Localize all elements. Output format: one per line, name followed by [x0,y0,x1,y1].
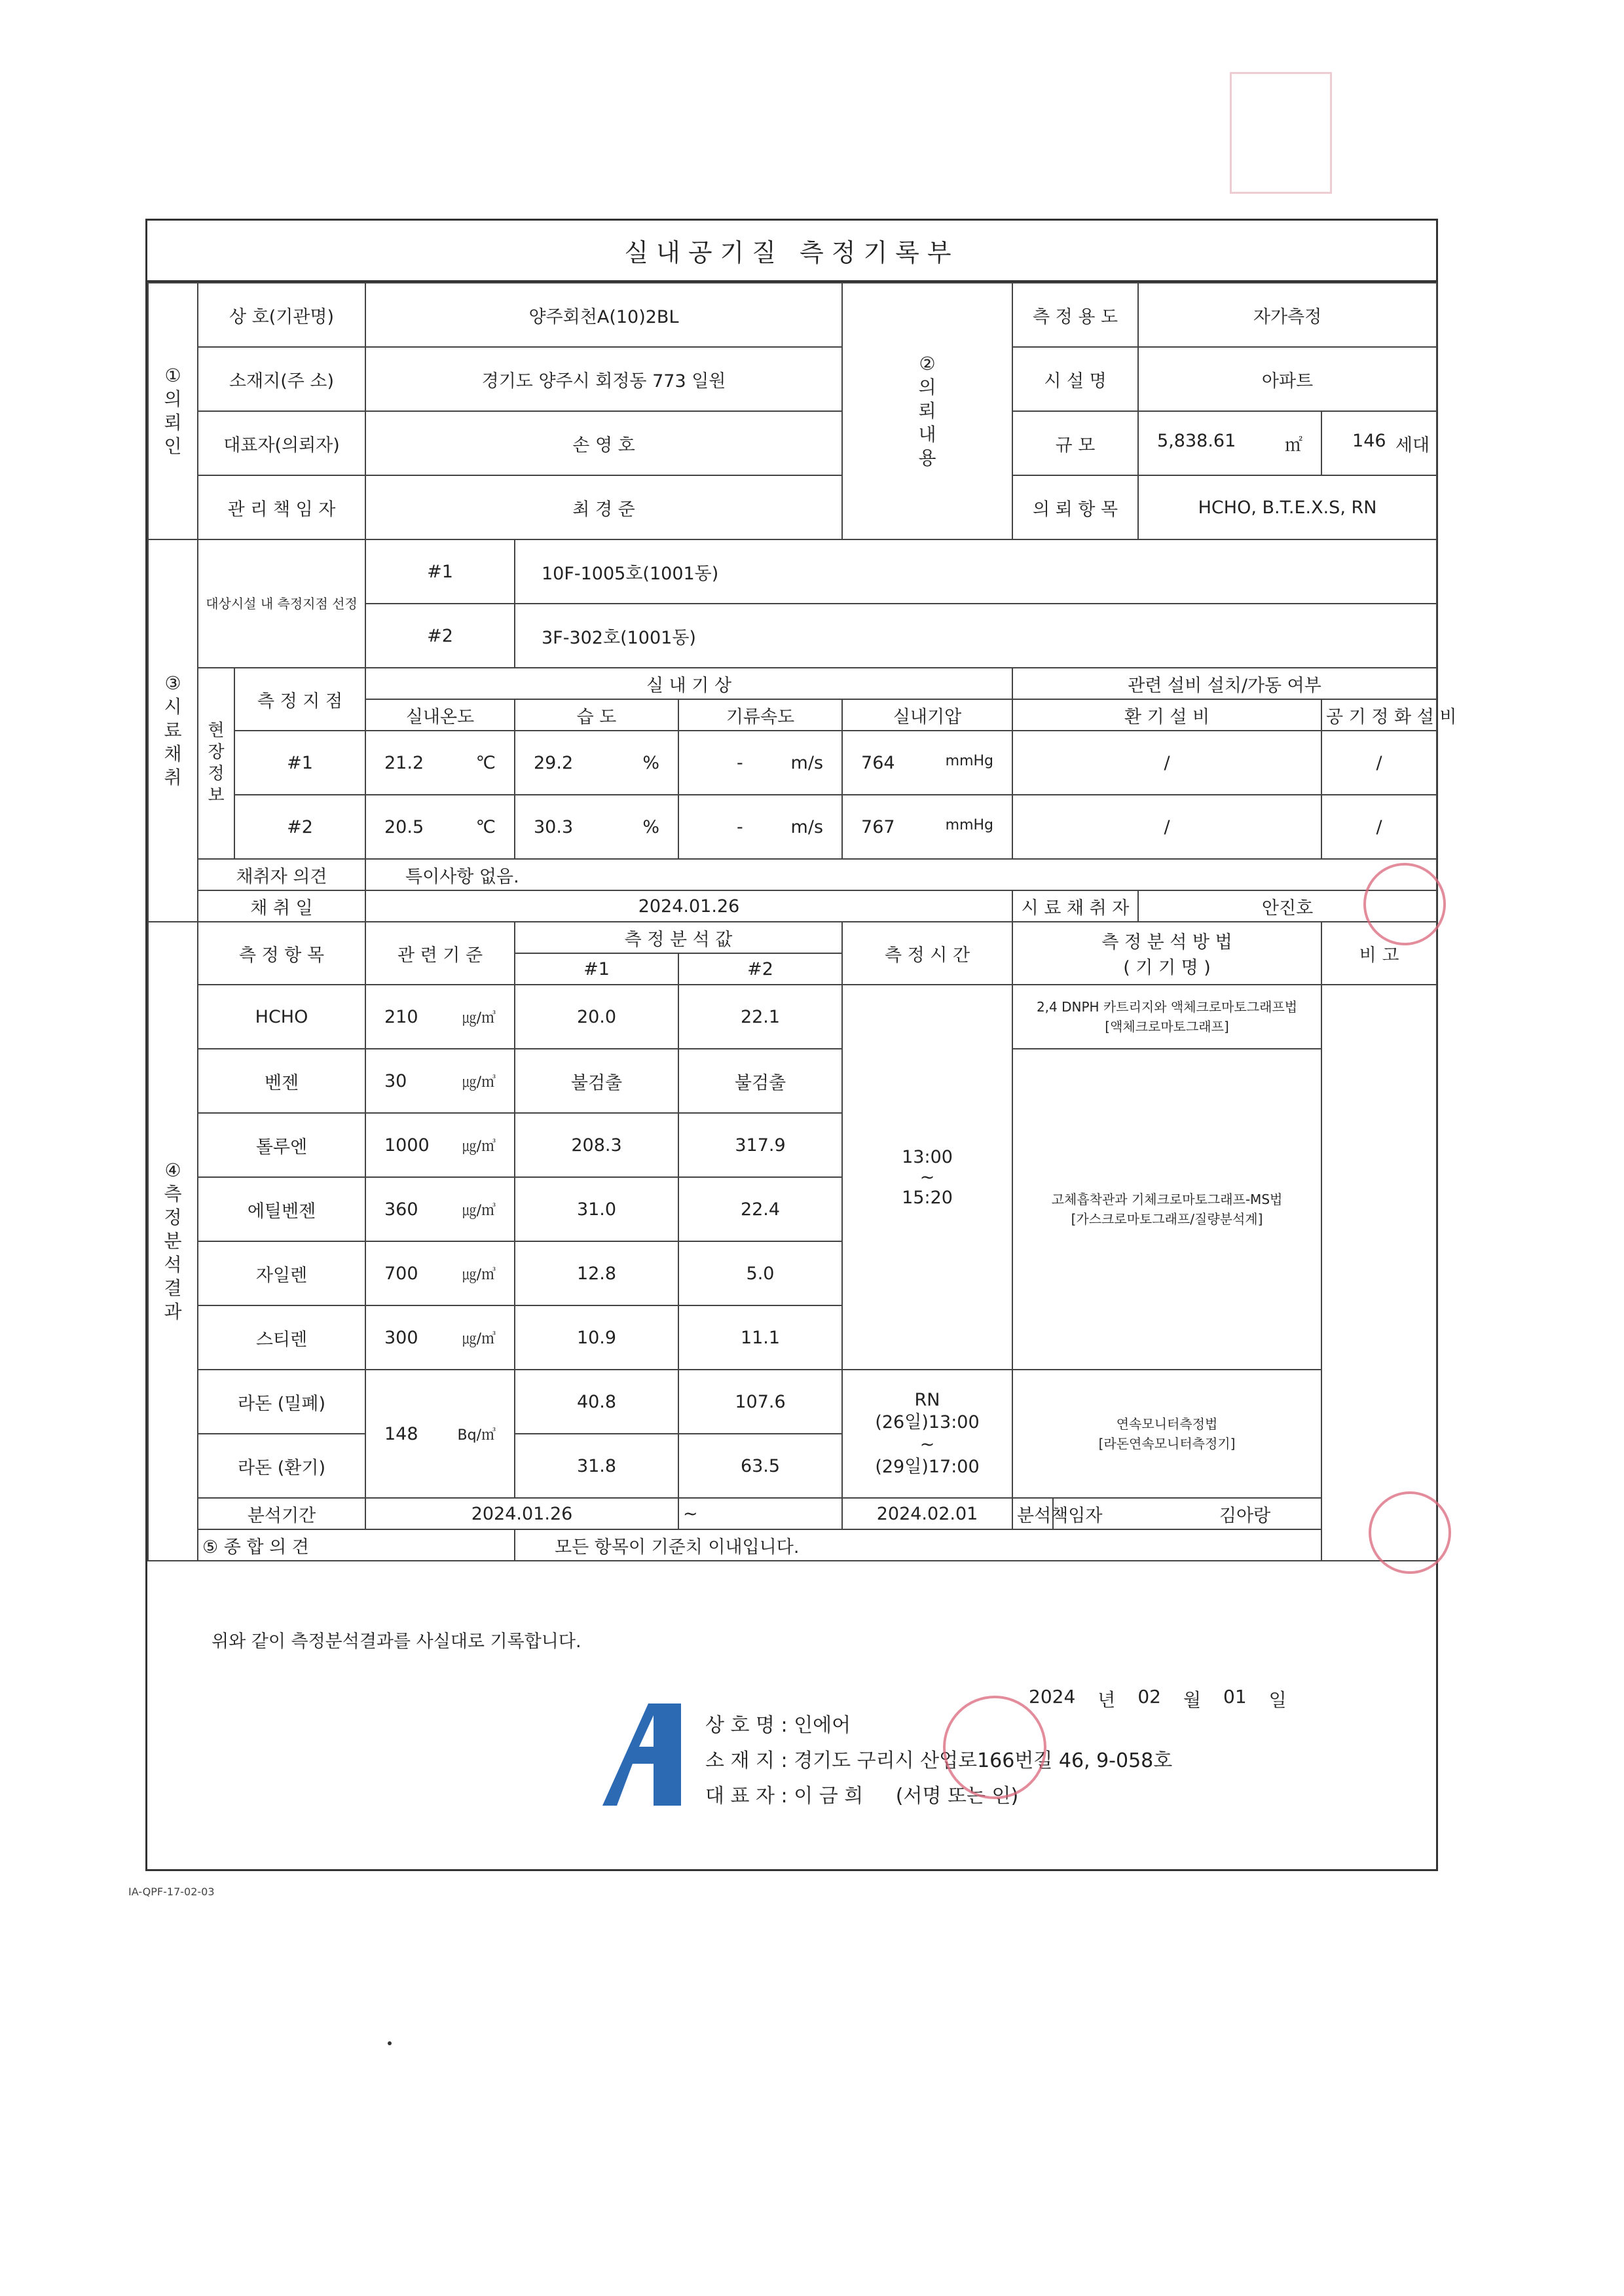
v2-radon-vent: 63.5 [678,1434,842,1498]
std-styrene: 300 ㎍/㎥ [365,1305,515,1370]
period-end: 2024.02.01 [842,1498,1012,1529]
section5-label: ⑤ 종 합 의 견 [198,1529,515,1561]
section4-label: ④측정분석결과 [148,922,198,1561]
s1-label-name: 상 호(기관명) [198,283,365,347]
h-note: 비 고 [1321,922,1437,985]
field-row-2-hum: 30.3 % [515,795,678,859]
field-row-2-purifier: / [1321,795,1437,859]
company-info: 상 호 명 : 인에어 소 재 지 : 경기도 구리시 산업로166번길 46, 9-058호 대 표 자 : 이 금 희 (서명 또는 인) [705,1714,1173,1808]
scan-dot [388,2041,392,2045]
v1-styrene: 10.9 [515,1305,678,1370]
h-method: 측 정 분 석 방 법 ( 기 기 명 ) [1012,922,1321,985]
item-benzene: 벤젠 [198,1049,365,1113]
company-seal-stamp [943,1696,1046,1799]
v2-radon-closed: 107.6 [678,1370,842,1434]
field-info-label: 현장정보 [198,668,234,859]
v1-ethylbenzene: 31.0 [515,1177,678,1241]
field-row-1-vent: / [1012,731,1321,795]
field-row-1-hum: 29.2 % [515,731,678,795]
s2-label-purpose: 측 정 용 도 [1012,283,1138,347]
sampler-seal-stamp [1363,863,1446,945]
h-std: 관 련 기 준 [365,922,515,985]
std-benzene: 30 ㎍/㎥ [365,1049,515,1113]
point-header: 측 정 지 점 [234,668,365,731]
time-radon: RN (26일)13:00 ~ (29일)17:00 [842,1370,1012,1498]
field-row-2-press: 767 mmHg [842,795,1012,859]
item-radon-closed: 라돈 (밀폐) [198,1370,365,1434]
measurement-record-form [145,219,1457,1871]
method-hcho: 2,4 DNPH 카트리지와 액체크로마토그래프법 [액체크로마토그래프] [1012,985,1321,1049]
h-values: 측 정 분 석 값 [515,922,842,953]
std-xylene: 700 ㎍/㎥ [365,1241,515,1305]
equip-header: 관련 설비 설치/가동 여부 [1012,668,1437,699]
time-main: 13:00 ~ 15:20 [842,985,1012,1370]
v1-xylene: 12.8 [515,1241,678,1305]
sampling-date: 2024.01.26 [365,890,1012,922]
field-row-2-no: #2 [234,795,365,859]
field-row-1-temp: 21.2 ℃ [365,731,515,795]
section3-label: ③시료채취 [148,539,198,922]
std-hcho: 210 ㎍/㎥ [365,985,515,1049]
s1-label-rep: 대표자(의뢰자) [198,411,365,475]
site-selection-label: 대상시설 내 측정지점 선정 [198,539,365,668]
h-time: 측 정 시 간 [842,922,1012,985]
v2-toluene: 317.9 [678,1113,842,1177]
sampler-label: 시 료 채 취 자 [1012,890,1138,922]
v1-radon-closed: 40.8 [515,1370,678,1434]
v2-benzene: 불검출 [678,1049,842,1113]
col-air: 기류속도 [678,699,842,731]
col-temp: 실내온도 [365,699,515,731]
company-logo-icon [602,1704,681,1806]
statement: 위와 같이 측정분석결과를 사실대로 기록합니다. [212,1631,581,1652]
s2-value-households: 146 세대 [1321,411,1437,475]
section1-label: ①의뢰인 [148,283,198,539]
s2-value-area: 5,838.61 ㎡ [1138,411,1321,475]
v2-xylene: 5.0 [678,1241,842,1305]
item-styrene: 스티렌 [198,1305,365,1370]
s2-label-items: 의 뢰 항 목 [1012,475,1138,539]
analyst-name: 김아랑 [1053,1498,1437,1529]
sampler-name: 안진호 [1138,890,1437,922]
col-vent: 환 기 설 비 [1012,699,1321,731]
col-press: 실내기압 [842,699,1012,731]
s2-value-purpose: 자가측정 [1138,283,1437,347]
s2-label-facility: 시 설 명 [1012,347,1138,411]
form-code: IA-QPF-17-02-03 [128,1886,215,1898]
col-hum: 습 도 [515,699,678,731]
v1-radon-vent: 31.8 [515,1434,678,1498]
page-title: 실내공기질 측정기록부 [147,221,1436,282]
note-cell [1321,985,1437,1561]
s1-value-name: 양주회천A(10)2BL [365,283,842,347]
opinion-label: 채취자 의견 [198,859,365,890]
h-p1: #1 [515,953,678,985]
site-loc-1: 10F-1005호(1001동) [515,539,1437,604]
s2-value-items: HCHO, B.T.E.X.S, RN [1138,475,1437,539]
v2-styrene: 11.1 [678,1305,842,1370]
section5-value: 모든 항목이 기준치 이내입니다. [515,1529,1437,1561]
s1-value-manager: 최 경 준 [365,475,842,539]
v1-toluene: 208.3 [515,1113,678,1177]
item-hcho: HCHO [198,985,365,1049]
approval-stamp-box [1230,72,1332,194]
site-loc-2: 3F-302호(1001동) [515,604,1437,668]
s1-label-manager: 관 리 책 임 자 [198,475,365,539]
period-start: 2024.01.26 [365,1498,678,1529]
s1-value-rep: 손 영 호 [365,411,842,475]
opinion-value: 특이사항 없음. [365,859,1437,890]
field-row-2-temp: 20.5 ℃ [365,795,515,859]
sampling-date-label: 채 취 일 [198,890,365,922]
s2-value-facility: 아파트 [1138,347,1437,411]
item-ethylbenzene: 에틸벤젠 [198,1177,365,1241]
analyst-label: 분석책임자 [1012,1498,1053,1529]
v1-hcho: 20.0 [515,985,678,1049]
v1-benzene: 불검출 [515,1049,678,1113]
field-row-2-vent: / [1012,795,1321,859]
site-no-2: #2 [365,604,515,668]
issue-date: 2024 년 02 월 01 일 [1029,1686,1287,1711]
item-xylene: 자일렌 [198,1241,365,1305]
v2-hcho: 22.1 [678,985,842,1049]
site-no-1: #1 [365,539,515,604]
field-row-1-purifier: / [1321,731,1437,795]
record-table [147,282,1457,1561]
std-radon: 148 Bq/㎥ [365,1370,515,1498]
period-label: 분석기간 [198,1498,365,1529]
item-radon-vent: 라돈 (환기) [198,1434,365,1498]
method-radon: 연속모니터측정법 [라돈연속모니터측정기] [1012,1370,1321,1498]
field-row-1-no: #1 [234,731,365,795]
s1-value-address: 경기도 양주시 회정동 773 일원 [365,347,842,411]
analyst-seal-stamp [1369,1491,1451,1574]
v2-ethylbenzene: 22.4 [678,1177,842,1241]
std-toluene: 1000 ㎍/㎥ [365,1113,515,1177]
s2-label-scale: 규 모 [1012,411,1138,475]
h-item: 측 정 항 목 [198,922,365,985]
field-row-1-press: 764 mmHg [842,731,1012,795]
period-sep: ~ [678,1498,842,1529]
col-purifier: 공 기 정 화 설 비 [1321,699,1437,731]
field-row-1-air: - m/s [678,731,842,795]
field-row-2-air: - m/s [678,795,842,859]
s1-label-address: 소재지(주 소) [198,347,365,411]
section2-label: ②의뢰내용 [842,283,1012,539]
item-toluene: 톨루엔 [198,1113,365,1177]
method-btexs: 고체흡착관과 기체크로마토그래프-MS법 [가스크로마토그래프/질량분석계] [1012,1049,1321,1370]
weather-header: 실 내 기 상 [365,668,1012,699]
h-p2: #2 [678,953,842,985]
std-ethylbenzene: 360 ㎍/㎥ [365,1177,515,1241]
